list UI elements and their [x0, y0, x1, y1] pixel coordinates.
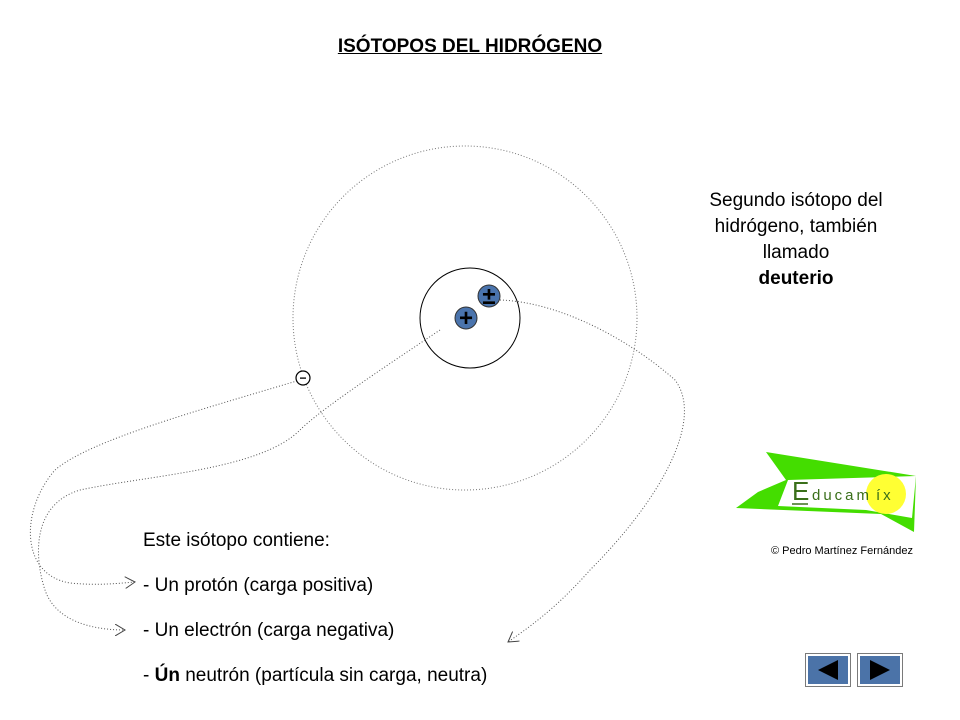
logo-letter: E — [792, 476, 810, 506]
triangle-right-icon — [868, 659, 892, 681]
isotope-name: deuterio — [758, 268, 834, 289]
next-button[interactable] — [858, 654, 902, 686]
proton-symbol: + — [458, 305, 474, 332]
isotope-contents — [143, 528, 487, 708]
electron-symbol: − — [299, 371, 307, 385]
neutron-symbol: ± — [482, 283, 496, 310]
contents-heading: Este isótopo contiene: — [143, 530, 330, 551]
neutron-description: neutrón (partícula sin carga, neutra) — [179, 665, 488, 686]
educamix-logo — [736, 452, 916, 532]
prev-button[interactable] — [806, 654, 850, 686]
contents-neutron — [143, 663, 487, 708]
neutron-prefix: - — [143, 665, 155, 686]
description-line-1: Segundo isótopo del — [709, 190, 883, 211]
copyright: © Pedro Martínez Fernández — [770, 545, 913, 557]
neutron-count: Ún — [154, 665, 180, 686]
triangle-left-icon — [816, 659, 840, 681]
contents-proton: - Un protón (carga positiva) — [143, 575, 374, 596]
description-line-3: llamado — [762, 242, 830, 263]
page-title: ISÓTOPOS DEL HIDRÓGENO — [337, 36, 603, 57]
logo-accent: íx — [876, 487, 894, 504]
description-line-2: hidrógeno, también — [714, 216, 878, 237]
neutron-arrow — [500, 300, 684, 642]
contents-electron: - Un electrón (carga negativa) — [143, 620, 395, 641]
isotope-description — [680, 188, 912, 292]
logo-text: ducam — [812, 487, 873, 504]
